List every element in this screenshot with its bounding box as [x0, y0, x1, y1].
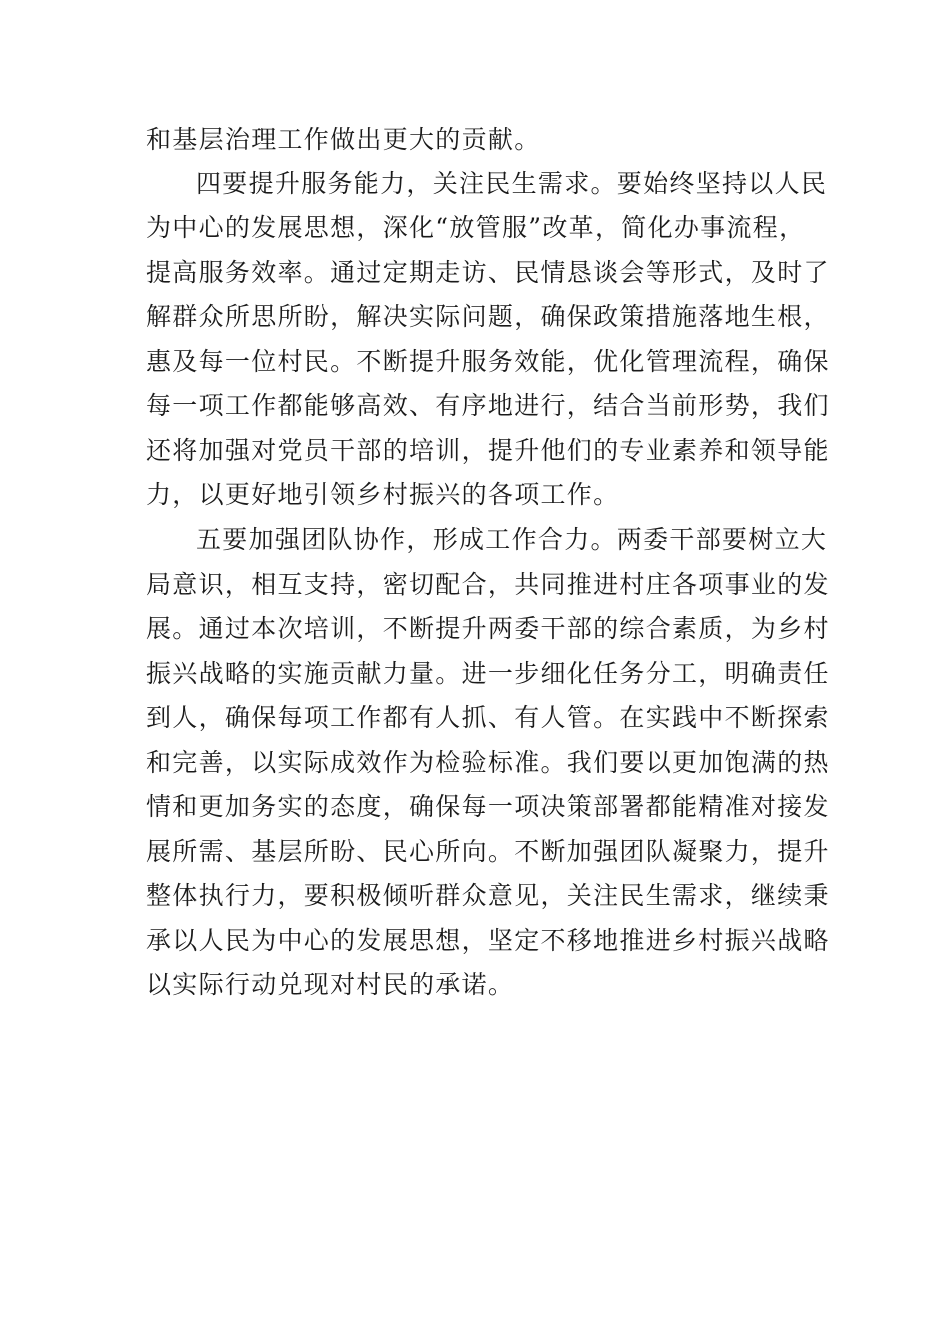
paragraph-4-line: 还将加强对党员干部的培训，提升他们的专业素养和领导能 — [146, 436, 830, 465]
paragraph-4-line: 解群众所思所盼，解决实际问题，确保政策措施落地生根， — [146, 302, 830, 331]
paragraph-4-line: 四要提升服务能力，关注民生需求。要始终坚持以人民 — [196, 169, 828, 198]
paragraph-4-line: 每一项工作都能够高效、有序地进行，结合当前形势，我们 — [146, 391, 830, 420]
paragraph-5-line: 五要加强团队协作，形成工作合力。两委干部要树立大 — [196, 525, 828, 554]
paragraph-5-line: 振兴战略的实施贡献力量。进一步细化任务分工，明确责任 — [146, 659, 830, 688]
paragraph-5-line: 局意识，相互支持，密切配合，共同推进村庄各项事业的发 — [146, 570, 830, 599]
intro-line: 和基层治理工作做出更大的贡献。 — [146, 125, 541, 154]
paragraph-4-line: 为中心的发展思想，深化“放管服”改革，简化办事流程， — [146, 213, 806, 242]
paragraph-5-line: 展所需、基层所盼、民心所向。不断加强团队凝聚力，提升 — [146, 837, 830, 866]
paragraph-5-line: 整体执行力，要积极倾听群众意见，关注民生需求，继续秉 — [146, 881, 830, 910]
paragraph-4-line: 提高服务效率。通过定期走访、民情恳谈会等形式，及时了 — [146, 258, 830, 287]
paragraph-5-line: 承以人民为中心的发展思想，坚定不移地推进乡村振兴战略 — [146, 926, 830, 955]
paragraph-5-line: 情和更加务实的态度，确保每一项决策部署都能精准对接发 — [146, 792, 830, 821]
paragraph-5-line: 到人，确保每项工作都有人抓、有人管。在实践中不断探索 — [146, 703, 830, 732]
paragraph-5-line: 和完善，以实际成效作为检验标准。我们要以更加饱满的热 — [146, 748, 830, 777]
paragraph-5-line: 展。通过本次培训，不断提升两委干部的综合素质，为乡村 — [146, 614, 830, 643]
paragraph-4-line: 惠及每一位村民。不断提升服务效能，优化管理流程，确保 — [146, 347, 830, 376]
paragraph-5-line: 以实际行动兑现对村民的承诺。 — [146, 970, 515, 999]
paragraph-4-line: 力，以更好地引领乡村振兴的各项工作。 — [146, 480, 620, 509]
